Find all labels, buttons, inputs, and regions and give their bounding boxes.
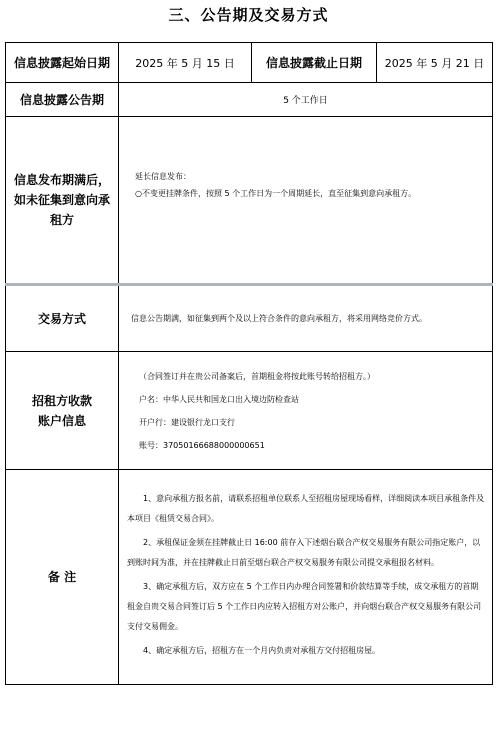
remarks-content [119,470,493,685]
dates-row [6,43,493,83]
announcement-table [5,42,493,685]
remark-item: 2、承租保证金须在挂牌截止日 16:00 前存入下述烟台联合产权交易服务有限公司指定账户，以到账时间为准，并在挂牌截止日前至烟台联合产权交易服务有限公司提交承租报名材料。 [127,538,481,567]
extension-label-line-3: 租方 [49,213,74,227]
start-date-value: 2025 年 5 月 15 日 [119,43,252,83]
account-note: （合同签订并在贵公司备案后，首期租金将按此账号转给招租方。） [139,371,375,381]
account-number: 账号：37050166688000000651 [139,440,265,450]
trade-row [6,285,493,352]
remarks-label: 备 注 [6,470,119,685]
account-bank: 开户行：建设银行龙口支行 [139,417,235,427]
period-row [6,83,493,117]
end-date-label: 信息披露截止日期 [252,43,377,83]
extension-label-line-2: 如未征集到意向承 [13,193,110,207]
period-label: 信息披露公告期 [6,83,119,117]
extension-label-line-1: 信息发布期满后， [13,173,110,187]
extension-heading: 延长信息发布： [135,172,191,181]
remark-item: 1、意向承租方报名前，请联系招租单位联系人至招租房屋现场看样，详细阅读本项目承租条件及本项目《租赁交易合同》。 [127,494,485,523]
period-value: 5 个工作日 [119,83,493,117]
extension-text: ○不变更挂牌条件，按照 5 个工作日为一个周期延长，直至征集到意向承租方。 [135,189,417,198]
remarks-row [6,470,493,685]
account-name: 户名：中华人民共和国龙口出入境边防检查站 [139,394,299,404]
extension-content [119,117,493,285]
extension-row [6,117,493,285]
trade-label: 交易方式 [6,285,119,352]
account-row [6,352,493,470]
section-title: 三、公告期及交易方式 [168,6,329,24]
end-date-value: 2025 年 5 月 21 日 [377,43,493,83]
extension-label [6,117,119,285]
trade-text: 信息公告期满，如征集到两个及以上符合条件的意向承租方，将采用网络竞价方式。 [119,285,493,352]
account-label [6,352,119,470]
remark-item: 4、确定承租方后，招租方在一个月内负责对承租方交付招租房屋。 [143,646,381,655]
account-label-line-1: 招租方收款 [31,393,92,408]
account-label-line-2: 账户信息 [37,413,86,428]
start-date-label: 信息披露起始日期 [6,43,119,83]
remark-item: 3、确定承租方后，双方应在 5 个工作日内办理合同签署和价款结算等手续，成交承租方的首期租金自贵交易合同签订后 5 个工作日内应转入招租方对公账户，并向烟台联合产权交易服务有限公司支付交易佣金。 [127,582,482,631]
account-content [119,352,493,470]
